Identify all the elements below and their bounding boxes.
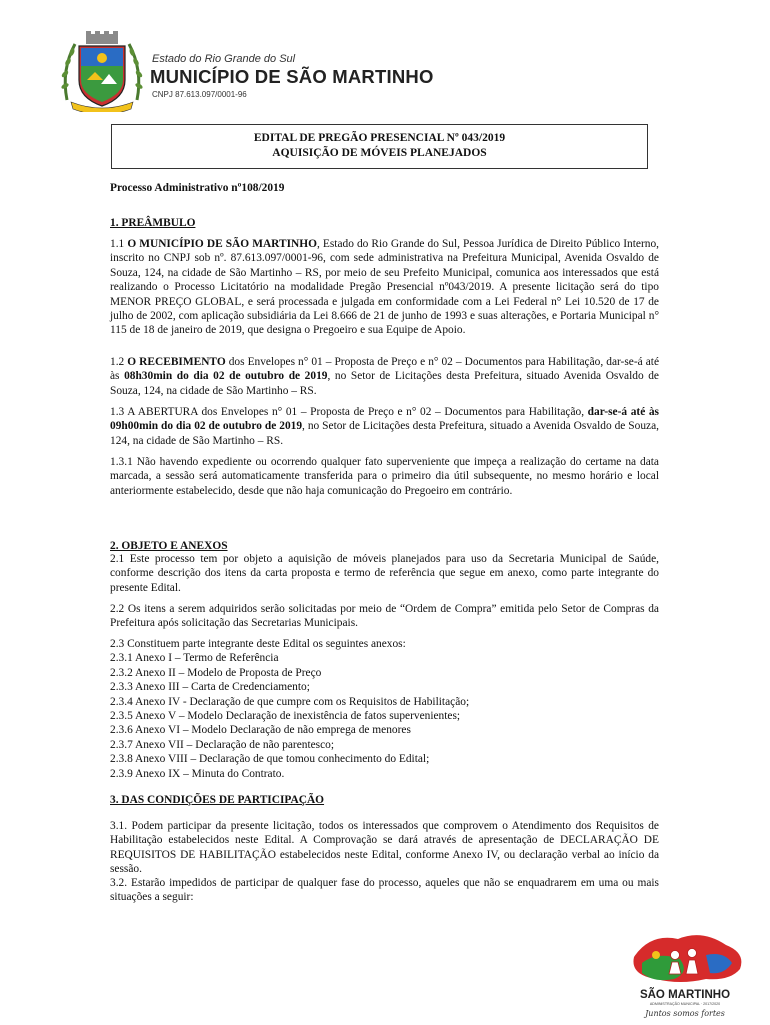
annex-list [110, 637, 659, 781]
header-state: Estado do Rio Grande do Sul [152, 53, 296, 65]
list-item: 2.3.9 Anexo IX – Minuta do Contrato. [110, 767, 285, 780]
list-item: 2.3.4 Anexo IV - Declaração de que cumpre com os Requisitos de Habilitação; [110, 695, 470, 708]
footer-slogan: Juntos somos fortes [645, 1009, 725, 1018]
list-item: 2.3.8 Anexo VIII – Declaração de que tomou conhecimento do Edital; [110, 753, 430, 766]
section-2-heading: 2. OBJETO E ANEXOS [110, 540, 228, 552]
footer-logo-small: ADMINISTRAÇÃO MUNICIPAL · 2017/2020 [649, 1002, 721, 1006]
paragraph-1-3-1: 1.3.1 Não havendo expediente ou ocorrendo qualquer fato superveniente que impeça a realização do certame na data marcada, a sessão será automaticamente transferida para o primeiro dia útil subsequente, no mesmo horário e local anteriormente estabelecido, desde que não haja comunicação do Pregoeiro em contrário. [110, 456, 659, 497]
footer-logo-name: SÃO MARTINHO [639, 989, 731, 1001]
paragraph-1-2: 1.2 O RECEBIMENTO dos Envelopes n° 01 – Proposta de Preço e n° 02 – Documentos para Habilitação, dar-se-á até às 08h30min do dia 02 de outubro de 2019, no Setor de Licitações desta Prefeitura, situado Avenida Osvaldo de Souza, 124, na cidade de São Martinho – RS. [110, 356, 659, 397]
paragraph-2-1: 2.1 Este processo tem por objeto a aquisição de móveis planejados para uso da Secretaria Municipal de Saúde, conforme descrição dos itens da carta proposta e termo de referência que segue em anexo, como parte integrante do presente Edital. [110, 553, 659, 594]
process-number: Processo Administrativo nº108/2019 [110, 182, 285, 194]
list-item: 2.3.1 Anexo I – Termo de Referência [110, 652, 279, 665]
list-item: 2.3.6 Anexo VI – Modelo Declaração de não emprega de menores [110, 724, 411, 737]
annex-intro: 2.3 Constituem parte integrante deste Edital os seguintes anexos: [110, 638, 406, 650]
title-line-1: EDITAL DE PREGÃO PRESENCIAL Nº 043/2019 [253, 132, 506, 144]
header-municipality: MUNICÍPIO DE SÃO MARTINHO [150, 66, 434, 87]
municipal-crest-logo [57, 30, 147, 112]
section-1-heading: 1. PREÂMBULO [110, 217, 196, 229]
document-title-box [111, 124, 648, 169]
paragraph-1-1: 1.1 O MUNICÍPIO DE SÃO MARTINHO, Estado do Rio Grande do Sul, Pessoa Jurídica de Direito Público Interno, inscrito no CNPJ sob nº. 87.613.097/0001-96, com sede administrativa na Prefeitura Municipal, Avenida Osvaldo de Souza, 124, na cidade de São Martinho – RS, por meio de seu Prefeito Municipal, comunica aos interessados que está realizando o Processo Licitatório na modalidade Pregão Presencial nº043/2019. A presente licitação será do tipo MENOR PREÇO GLOBAL, e será processada e julgada em conformidade com a Lei Federal n° Lei 10.520 de 17 de julho de 2002, com aplicação subsidiária da Lei 8.666 de 21 de junho de 1993 e suas alterações, e Portaria Municipal n° 115 de 18 de janeiro de 2019, que designa o Pregoeiro e sua Equipe de Apoio. [110, 238, 659, 337]
title-line-2: AQUISIÇÃO DE MÓVEIS PLANEJADOS [272, 147, 487, 159]
paragraph-3-2: 3.2. Estarão impedidos de participar de qualquer fase do processo, aqueles que não se enquadrarem em uma ou mais situações a seguir: [110, 877, 659, 904]
sao-martinho-administration-logo [620, 925, 750, 1020]
list-item: 2.3.7 Anexo VII – Declaração de não parentesco; [110, 738, 335, 751]
header-cnpj: CNPJ 87.613.097/0001-96 [152, 90, 247, 99]
list-item: 2.3.3 Anexo III – Carta de Credenciamento; [110, 681, 310, 694]
list-item: 2.3.5 Anexo V – Modelo Declaração de inexistência de fatos supervenientes; [110, 710, 461, 723]
paragraph-3-1: 3.1. Podem participar da presente licitação, todos os interessados que comprovem o Atendimento dos Requisitos de Habilitação estabelecidos neste Edital. A Comprovação se dará através de apresentação de DECLARAÇÃO DE REQUISITOS DE HABILITAÇÃO estabelecidos neste Edital, conforme Anexo IV, ou declaração verbal ao início da sessão. [110, 820, 659, 876]
section-3-heading: 3. DAS CONDIÇÕES DE PARTICIPAÇÃO [110, 794, 325, 806]
paragraph-1-3: 1.3 A ABERTURA dos Envelopes n° 01 – Proposta de Preço e n° 02 – Documentos para Habilitação, dar-se-á até às 09h00min do dia 02 de outubro de 2019, no Setor de Licitações desta Prefeitura, situado a Avenida Osvaldo de Souza, 124, na cidade de São Martinho – RS. [110, 406, 659, 447]
paragraph-2-2: 2.2 Os itens a serem adquiridos serão solicitadas por meio de “Ordem de Compra” emitida pelo Setor de Compras da Prefeitura após solicitação das Secretarias Municipais. [110, 603, 659, 630]
list-item: 2.3.2 Anexo II – Modelo de Proposta de Preço [110, 666, 322, 679]
